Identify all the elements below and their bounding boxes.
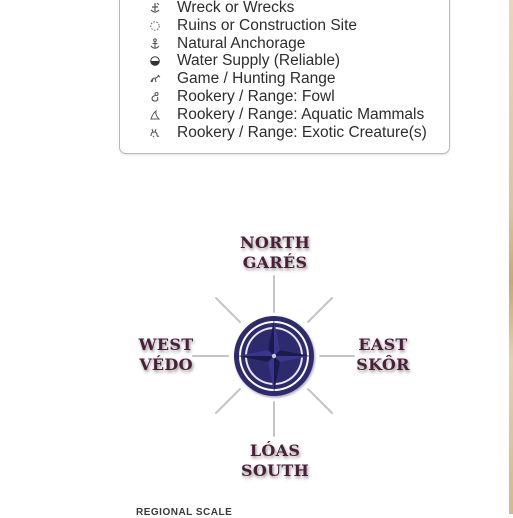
- legend-label: Rookery / Range: Exotic Creature(s): [177, 124, 427, 141]
- compass-west-label: [132, 335, 200, 375]
- east-alt-label: SKÔR: [356, 355, 410, 374]
- west-label: WEST: [138, 335, 194, 354]
- legend-label: Rookery / Range: Aquatic Mammals: [177, 106, 425, 123]
- compass-north-label: [236, 233, 314, 273]
- north-label: NORTH: [239, 233, 311, 252]
- south-alt-label: LÓAS: [249, 441, 301, 460]
- legend-label: Ruins or Construction Site: [177, 17, 358, 34]
- east-label: EAST: [358, 335, 408, 354]
- legend-label: Natural Anchorage: [177, 35, 306, 52]
- regional-scale-label: REGIONAL SCALE: [136, 507, 233, 518]
- legend-label: Wreck or Wrecks: [177, 0, 295, 16]
- legend-label: Water Supply (Reliable): [177, 52, 341, 69]
- north-alt-label: GARÉS: [242, 253, 308, 272]
- legend-label: Game / Hunting Range: [177, 70, 336, 87]
- south-label: SOUTH: [241, 461, 309, 480]
- west-alt-label: VÉDO: [139, 355, 193, 374]
- legend-label: Rookery / Range: Fowl: [177, 88, 335, 105]
- compass-east-label: [349, 335, 417, 375]
- compass-south-label: [236, 441, 314, 481]
